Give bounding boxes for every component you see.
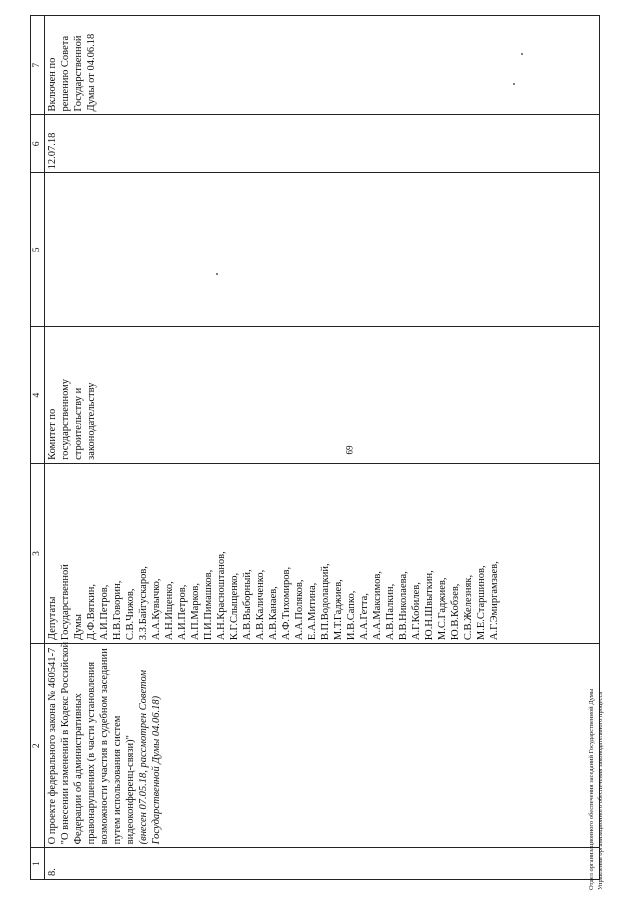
- footer: [587, 600, 623, 890]
- landscape-table-container: [30, 15, 600, 880]
- bill-note: [137, 647, 163, 844]
- date-cell: 12.07.18: [45, 115, 600, 173]
- author-line: А.Г.Кобилев,: [411, 582, 422, 641]
- col5-cell: [45, 173, 600, 327]
- author-line: А.А.Поляков,: [294, 579, 305, 641]
- author-line: А.В.Каличенко,: [255, 569, 266, 641]
- row-number: 8.: [45, 848, 600, 880]
- status-line: Думы от 04.06.18: [86, 33, 97, 112]
- author-line: С.В.Чижов,: [125, 588, 136, 641]
- header-col-5: 5: [31, 173, 45, 327]
- author-line: П.И.Пимашков,: [203, 569, 214, 641]
- author-line: А.В.Палкин,: [385, 583, 396, 641]
- header-col-2: 2: [31, 644, 45, 848]
- committee-cell: [45, 327, 600, 464]
- author-line: Ю.Н.Швыткин,: [424, 570, 435, 641]
- author-line: Д.Ф.Вяткин,: [86, 583, 97, 641]
- bill-title-cell: [45, 641, 600, 848]
- bill-table: [30, 15, 600, 880]
- footer-line-2: Управления организационного обеспечения законодательного процесса: [597, 691, 604, 890]
- bill-title: [46, 641, 137, 845]
- bill-note-line: (внесен 07.05.18, рассмотрен Советом: [138, 669, 149, 845]
- bill-title-line: возможности участия в судебном заседании: [99, 648, 110, 845]
- table-row: [45, 16, 600, 880]
- author-line: Думы: [73, 614, 84, 641]
- author-line: А.Ф.Тихомиров,: [281, 566, 292, 641]
- bill-title-line: О проекте федерального закона № 460541-7: [47, 647, 58, 845]
- author-line: Депутаты: [47, 596, 58, 641]
- author-line: М.С.Гаджиев,: [437, 577, 448, 641]
- bill-title-line: видеоконференц-связи)": [125, 735, 136, 845]
- bill-note-line: Государственной Думы 04.06.18): [151, 695, 162, 845]
- status-cell: [45, 16, 600, 115]
- author-line: В.П.Водолацкий,: [320, 563, 331, 641]
- bill-title-line: путем использования систем: [112, 715, 123, 845]
- author-line: М.Е.Старшинов,: [476, 565, 487, 641]
- author-line: В.В.Николаева,: [398, 571, 409, 641]
- author-line: А.Н.Красноштанов,: [216, 551, 227, 641]
- committee-line: государственному: [60, 378, 71, 460]
- author-line: А.Н.Ищенко,: [164, 581, 175, 641]
- header-col-6: 6: [31, 115, 45, 173]
- author-line: А.А.Гетта,: [359, 593, 370, 641]
- table-header-row: [31, 16, 45, 880]
- authors-cell: [45, 463, 600, 643]
- author-line: А.И.Петров,: [177, 584, 188, 641]
- committee-line: Комитет по: [47, 408, 58, 460]
- author-line: А.В.Канаев,: [268, 586, 279, 641]
- page-number: 69: [344, 445, 355, 455]
- author-line: Государственной: [60, 564, 71, 641]
- bill-title-line: Федерации об административных: [73, 693, 84, 845]
- author-line: Н.В.Говорин,: [112, 580, 123, 641]
- status-line: Включен по: [47, 57, 58, 112]
- status: [46, 19, 98, 111]
- author-line: М.Т.Гаджиев,: [333, 579, 344, 641]
- header-col-3: 3: [31, 463, 45, 643]
- author-line: А.А.Кувычко,: [151, 578, 162, 641]
- author-line: А.Г.Эмиргамзаев,: [489, 561, 500, 641]
- author-line: А.П.Марков,: [190, 583, 201, 641]
- author-line: К.Г.Слыщенко,: [229, 572, 240, 641]
- author-line: Е.А.Митина,: [307, 582, 318, 641]
- author-line: А.А.Максимов,: [372, 571, 383, 641]
- committee-line: законодательству: [86, 382, 97, 460]
- authors-list: [46, 467, 501, 640]
- author-line: Ю.В.Кобзев,: [450, 583, 461, 641]
- author-line: А.В.Выборный,: [242, 569, 253, 641]
- footer-line-1: Отдел организационного обеспечения заседаний Государственной Думы: [588, 688, 595, 890]
- bill-title-line: правонарушениях (в части установления: [86, 661, 97, 845]
- committee: [46, 330, 98, 460]
- header-col-7: 7: [31, 16, 45, 115]
- author-line: И.В.Сапко,: [346, 590, 357, 641]
- author-line: З.З.Байгускаров,: [138, 566, 149, 641]
- header-col-4: 4: [31, 327, 45, 464]
- header-col-1: 1: [31, 848, 45, 880]
- status-line: решению Совета: [60, 35, 71, 112]
- bill-title-line: "О внесении изменений в Кодекс Российской: [60, 641, 71, 845]
- author-line: С.В.Железняк,: [463, 574, 474, 641]
- author-line: А.И.Петров,: [99, 584, 110, 641]
- committee-line: строительству и: [73, 387, 84, 460]
- status-line: Государственной: [73, 35, 84, 112]
